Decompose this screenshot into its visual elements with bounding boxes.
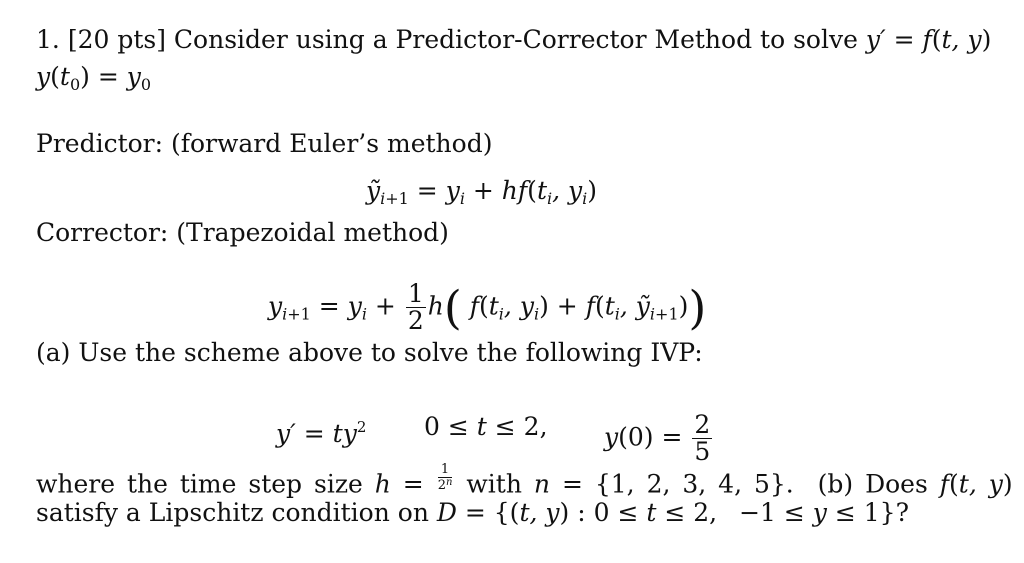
problem-points: [20 pts] xyxy=(67,25,166,54)
ivp-domain: 0 ≤ t ≤ 2, xyxy=(424,412,548,441)
one-half-fraction: $\frac{1}{2}$ xyxy=(407,279,424,336)
step-fraction: $\frac{1}{2^n}$ xyxy=(437,462,453,493)
predictor-formula: ỹ$_{i+1}$ = $y_i + hf(t_i$, $y_i$) xyxy=(366,176,598,208)
problem-header xyxy=(36,25,991,55)
ivp-initial: y(0) = $\frac{2}{5}$ xyxy=(604,410,711,467)
problem-ode: y′ = f(t, y) xyxy=(865,25,992,54)
ivp-ode: $y' = ty^2$ xyxy=(276,418,367,448)
step-text-1: where the time step size xyxy=(36,469,363,499)
problem-number: 1. xyxy=(36,25,60,54)
part-a-text: (a) Use the scheme above to solve the following IVP: xyxy=(36,338,703,367)
step-size-line: where the time step size h = $\frac{1}{2^n}$ with n = {1, 2, 3, 4, 5}. (b) Does f(t, y) xyxy=(36,462,1013,499)
corrector-label: Corrector: (Trapezoidal method) xyxy=(36,218,449,247)
step-text-2: with xyxy=(466,469,522,499)
problem-intro: Consider using a Predictor-Corrector Method to solve xyxy=(173,25,858,54)
part-b-text: satisfy a Lipschitz condition on xyxy=(36,498,429,527)
corrector-formula: $y_{i+1} = y_i$ + $\frac{1}{2}$ h( $f(t_i$, $y_i) + f(t_i$, ỹ$_{i+1}$)) xyxy=(268,279,707,336)
two-fifths-fraction: $\frac{2}{5}$ xyxy=(694,410,711,467)
part-b-line: satisfy a Lipschitz condition on D = {(t, y) : 0 ≤ t ≤ 2, −1 ≤ y ≤ 1}? xyxy=(36,498,909,527)
initial-condition: $y(t_0) = y_0$ xyxy=(36,62,152,94)
predictor-label: Predictor: (forward Euler’s method) xyxy=(36,129,493,158)
